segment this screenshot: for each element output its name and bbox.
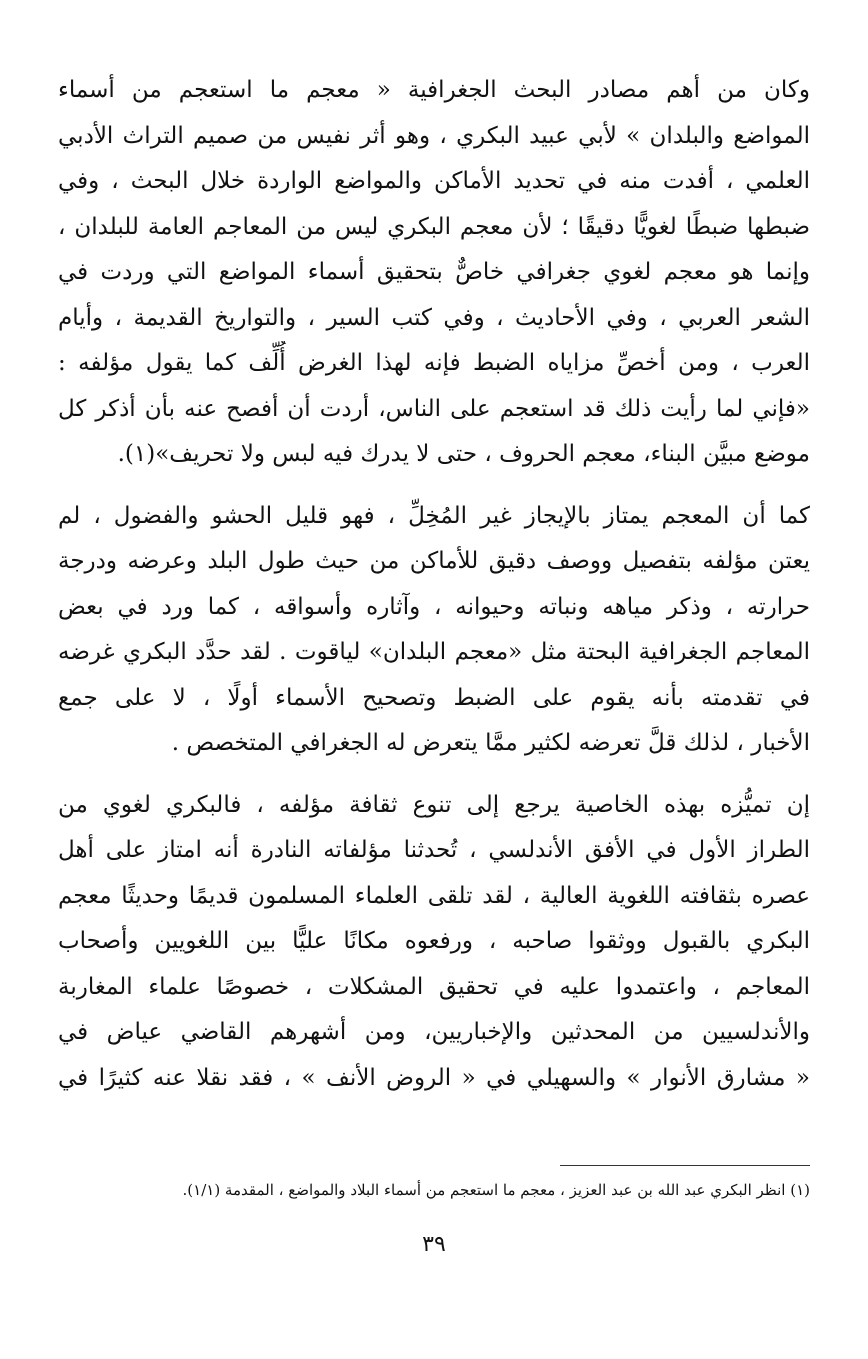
footnote-1: (١) انظر البكري عبد الله بن عبد العزيز ، معجم ما استعجم من أسماء البلاد والمواضع ، المقدمة (١/١). [182,1181,810,1199]
text-line: البكري بالقبول ووثقوا صاحبه ، ورفعوه مكانًا عليًّا بين اللغويين وأصحاب [58,928,810,954]
text-line: المعاجم ، واعتمدوا عليه في تحقيق المشكلات ، خصوصًا علماء المغاربة [58,973,810,1000]
paragraph-3 [58,783,810,1102]
footnote-divider [560,1165,810,1166]
text-line: في تقدمته بأنه يقوم على الضبط وتصحيح الأسماء أولًا ، لا على جمع [58,684,810,711]
footnotes [58,1176,810,1204]
page-number: ٣٩ [422,1232,446,1257]
text-line: العلمي ، أفدت منه في تحديد الأماكن والمواضع الواردة خلال البحث ، وفي [58,168,810,194]
text-line: وكان من أهم مصادر البحث الجغرافية « معجم ما استعجم من أسماء [58,77,810,103]
text-line: المواضع والبلدان » لأبي عبيد البكري ، وهو أثر نفيس من صميم التراث الأدبي [58,122,810,149]
text-line: « مشارق الأنوار » والسهيلي في « الروض الأنف » ، فقد نقلا عنه كثيرًا في [58,1064,810,1091]
text-line: عصره بثقافته اللغوية العالية ، لقد تلقى العلماء المسلمون قديمًا وحديثًا معجم [58,882,810,909]
text-line: المعاجم الجغرافية البحتة مثل «معجم البلدان» لياقوت . لقد حدَّد البكري غرضه [58,639,810,665]
text-line: وإنما هو معجم لغوي جغرافي خاصٌّ بتحقيق أسماء المواضع التي وردت في [58,259,810,285]
text-line: الأخبار ، لذلك قلَّ تعرضه لكثير ممَّا يتعرض له الجغرافي المتخصص . [171,730,810,756]
text-line: والأندلسيين من المحدثين والإخباريين، ومن أشهرهم القاضي عياض في [58,1019,810,1045]
page-body [58,68,810,1117]
text-line: إن تميُّزه بهذه الخاصية يرجع إلى تنوع ثقافة مؤلفه ، فالبكري لغوي من [58,791,810,818]
text-line: ضبطها ضبطًا لغويًّا دقيقًا ؛ لأن معجم البكري ليس من المعاجم العامة للبلدان ، [58,213,810,240]
text-line: موضع مبيَّن البناء، معجم الحروف ، حتى لا يدرك فيه لبس ولا تحريف»(١). [117,441,810,467]
text-line: يعتن مؤلفه بتفصيل ووصف دقيق للأماكن من حيث طول البلد وعرضه ودرجة [58,548,810,574]
text-line: «فإني لما رأيت ذلك قد استعجم على الناس، أردت أن أفصح عنه بأن أذكر كل [58,395,810,422]
paragraph-2 [58,494,810,767]
text-line: حرارته ، وذكر مياهه ونباته وحيوانه ، وآثاره وأسواقه ، كما ورد في بعض [58,593,810,620]
text-line: كما أن المعجم يمتاز بالإيجاز غير المُخِلِّ ، فهو قليل الحشو والفضول ، لم [58,502,810,529]
text-line: الطراز الأول في الأفق الأندلسي ، تُحدثنا مؤلفاته النادرة أنه امتاز على أهل [58,837,810,863]
text-line: الشعر العربي ، وفي الأحاديث ، وفي كتب السير ، والتواريخ القديمة ، وأيام [58,304,810,331]
paragraph-1 [58,68,810,478]
text-line: العرب ، ومن أخصِّ مزاياه الضبط فإنه لهذا الغرض أُلِّف كما يقول مؤلفه : [58,350,810,376]
